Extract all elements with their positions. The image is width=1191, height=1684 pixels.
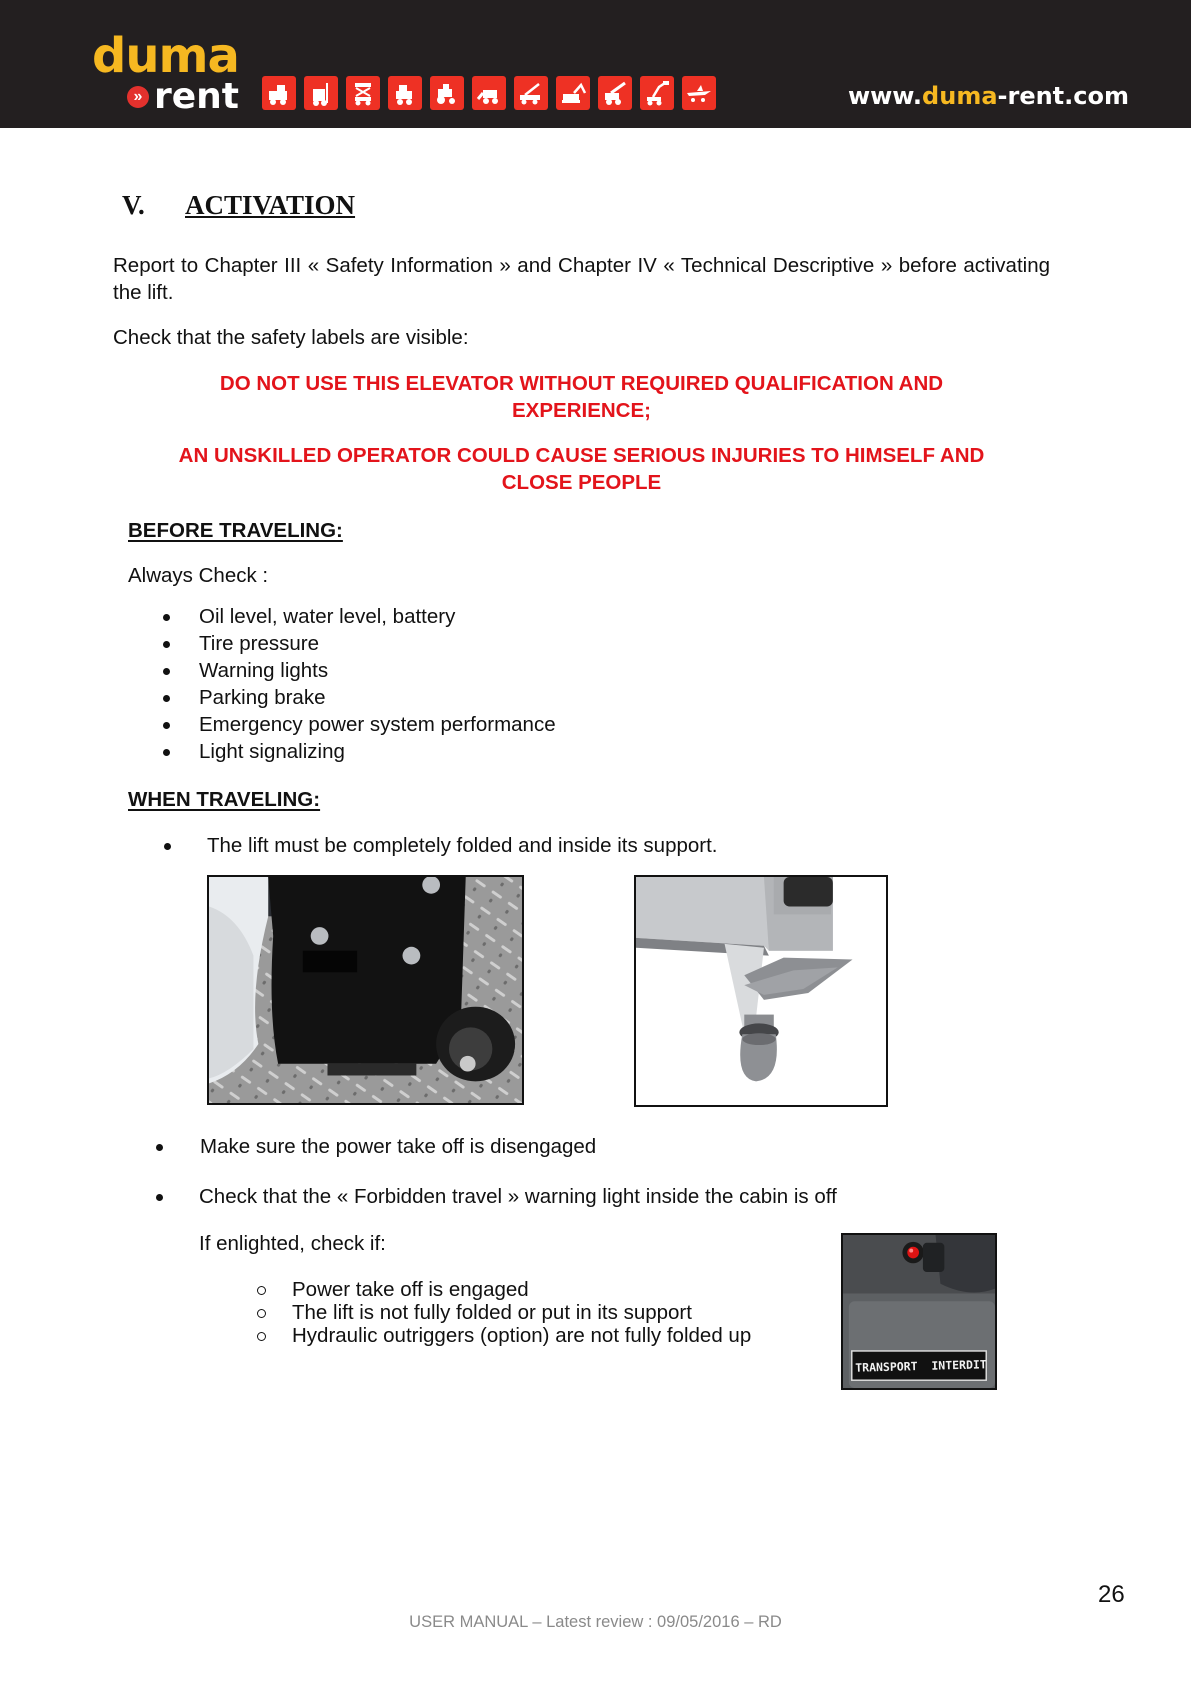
warning-qualification — [113, 370, 1050, 424]
boom-lift-icon — [640, 76, 674, 110]
forklift-icon — [304, 76, 338, 110]
folded-bullet — [163, 832, 718, 859]
website-prefix: www. — [847, 82, 923, 110]
before-traveling-heading: BEFORE TRAVELING: — [128, 519, 343, 542]
bullet-dot — [156, 1194, 163, 1201]
list-item: Light signalizing — [163, 738, 556, 765]
logo-word-rent: rent — [154, 76, 240, 117]
warning-unskilled-line1: AN UNSKILLED OPERATOR COULD CAUSE SERIOUS INJURIES TO HIMSELF AND — [178, 444, 985, 467]
transport-interdit-label: TRANSPORT INTERDIT — [855, 1357, 987, 1375]
intro-paragraph: Report to Chapter III « Safety Information » and Chapter IV « Technical Descriptive » before activating the lift. — [113, 254, 1050, 304]
forbidden-text: Check that the « Forbidden travel » warning light inside the cabin is off — [199, 1185, 837, 1208]
pto-bullet — [156, 1133, 596, 1160]
list-item: The lift is not fully folded or put in its support — [256, 1301, 751, 1324]
warning-qualification-line1: DO NOT USE THIS ELEVATOR WITHOUT REQUIRED QUALIFICATION AND — [219, 372, 944, 395]
warning-unskilled — [113, 442, 1050, 496]
website-brand: duma — [922, 82, 998, 110]
crane-truck-icon — [514, 76, 548, 110]
warning-unskilled-line2: CLOSE PEOPLE — [501, 471, 662, 494]
when-traveling-heading: WHEN TRAVELING: — [128, 788, 321, 811]
enlighted-sublist — [256, 1278, 751, 1347]
list-item: Warning lights — [163, 657, 556, 684]
list-item: Tire pressure — [163, 630, 556, 657]
section-title — [122, 190, 355, 221]
list-item: Parking brake — [163, 684, 556, 711]
tractor-icon — [430, 76, 464, 110]
list-item: Oil level, water level, battery — [163, 603, 556, 630]
header-bar — [0, 0, 1191, 128]
machine-icons-strip — [262, 76, 716, 110]
lift-support-photo — [207, 875, 524, 1105]
before-traveling-list — [163, 603, 556, 765]
pto-text: Make sure the power take off is disengaged — [200, 1135, 597, 1158]
website-link[interactable] — [848, 82, 1129, 110]
check-labels-text: Check that the safety labels are visible: — [113, 326, 469, 349]
list-item: Hydraulic outriggers (option) are not fully folded up — [256, 1324, 751, 1347]
lift-foot-drawing — [634, 875, 888, 1107]
duma-rent-logo[interactable] — [92, 28, 242, 117]
transport-interdit-photo — [841, 1233, 997, 1390]
footer-text: USER MANUAL – Latest review : 09/05/2016 – RD — [409, 1613, 782, 1631]
mini-loader-icon — [388, 76, 422, 110]
always-check-text: Always Check : — [128, 564, 269, 587]
bullet-dot — [164, 843, 171, 850]
section-number: V. — [122, 190, 145, 220]
wheel-loader-icon — [472, 76, 506, 110]
page-number: 26 — [1098, 1581, 1125, 1608]
if-enlighted-text: If enlighted, check if: — [199, 1232, 386, 1255]
section-name: ACTIVATION — [185, 190, 356, 220]
telehandler-icon — [598, 76, 632, 110]
warning-qualification-line2: EXPERIENCE; — [512, 399, 651, 422]
list-item: Power take off is engaged — [256, 1278, 751, 1301]
logo-chevron: » — [127, 86, 149, 108]
bullet-dot — [156, 1144, 163, 1151]
forbidden-bullet — [156, 1183, 837, 1210]
scissor-lift-icon — [346, 76, 380, 110]
folded-text: The lift must be completely folded and inside its support. — [207, 834, 718, 857]
skid-steer-icon — [262, 76, 296, 110]
logo-word-duma: duma — [92, 28, 239, 84]
aircraft-tug-icon — [682, 76, 716, 110]
list-item: Emergency power system performance — [163, 711, 556, 738]
website-suffix: -rent.com — [997, 82, 1129, 110]
excavator-icon — [556, 76, 590, 110]
